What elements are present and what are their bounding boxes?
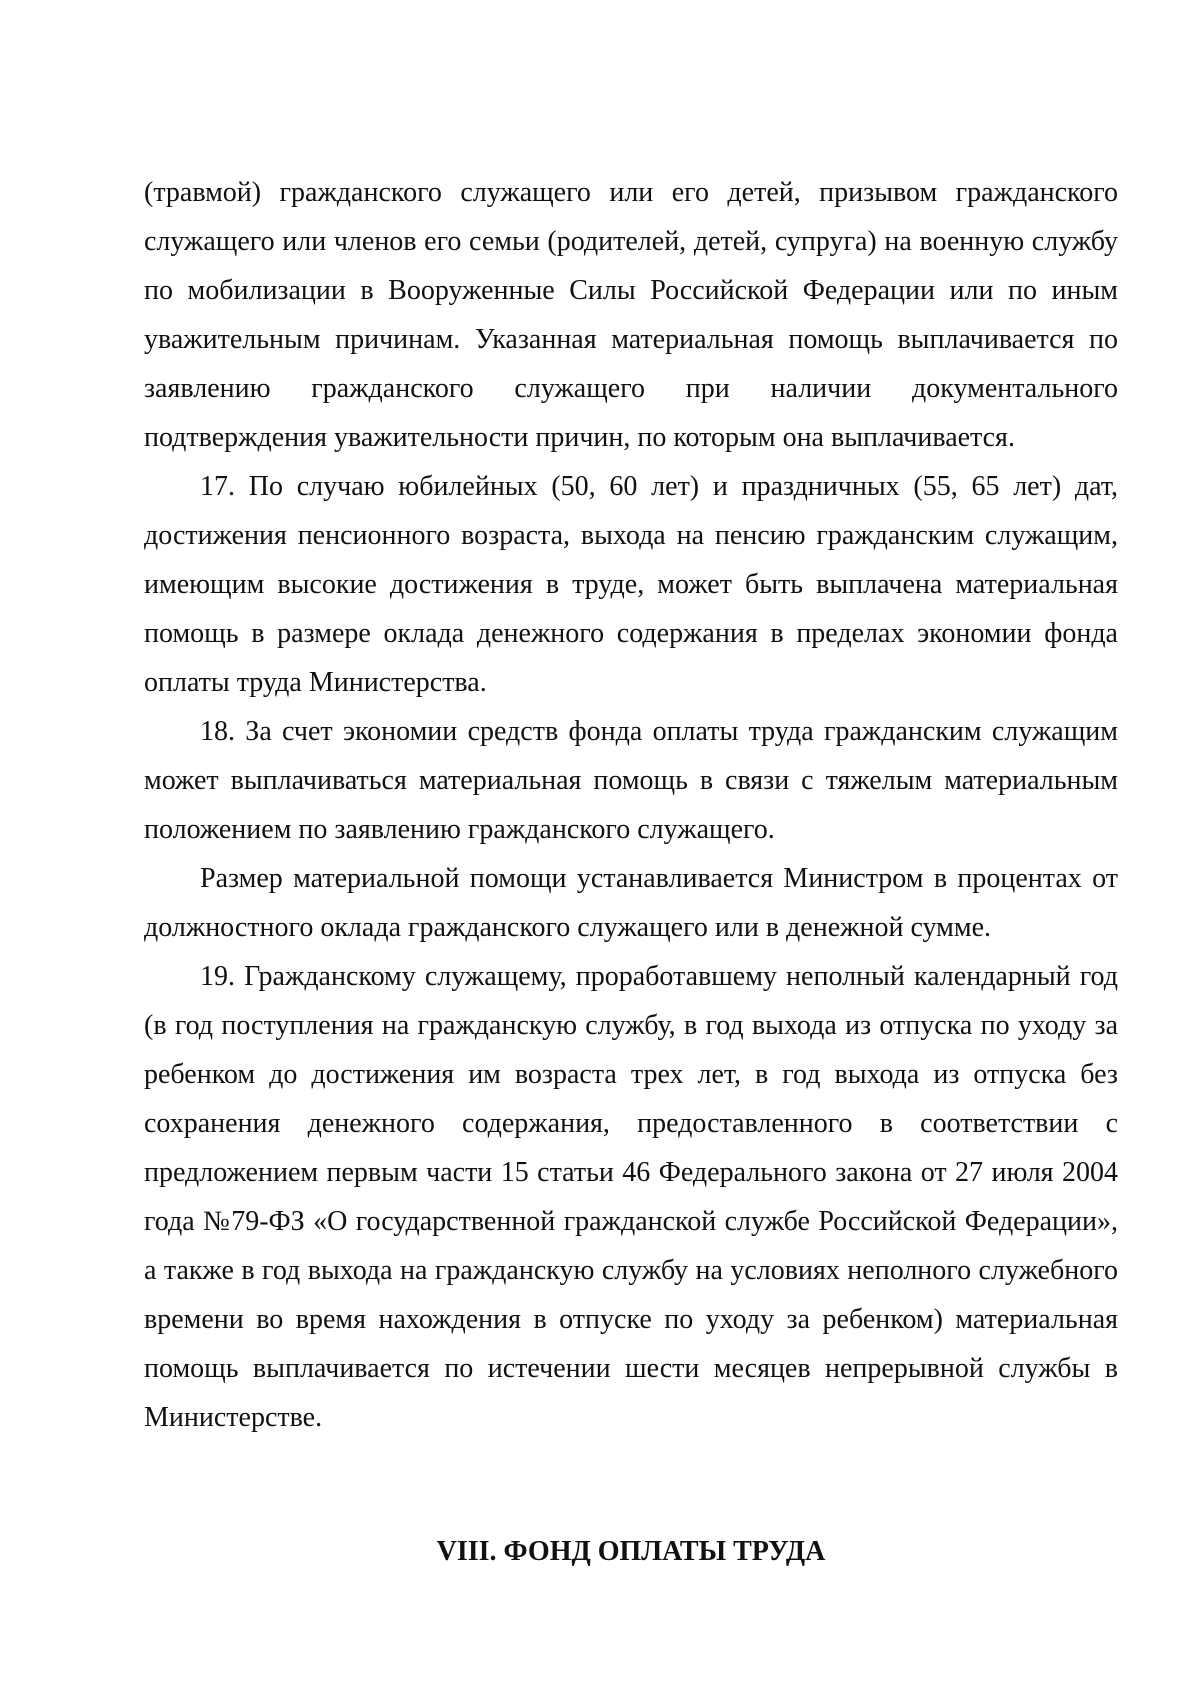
paragraph-continuation: (травмой) гражданского служащего или его детей, призывом гражданского служащего или членов его семьи (родителей, детей, супруга) на военную службу по мобилизации в Вооруженные Силы Российской Федерации или по иным уважительным причинам. Указанная материальная помощь выплачивается по заявлению гражданского служащего при наличии документального подтверждения уважительности причин, по которым она выплачивается. [144, 177, 1118, 453]
paragraph-18: 18. За счет экономии средств фонда оплаты труда гражданским служащим может выплачиваться материальная помощь в связи с тяжелым материальным положением по заявлению гражданского служащего. [144, 716, 1118, 845]
paragraph-18-amount: Размер материальной помощи устанавливается Министром в процентах от должностного оклада гражданского служащего или в денежной сумме. [144, 863, 1118, 943]
document-body [144, 168, 1118, 1442]
section-heading: VIII. ФОНД ОПЛАТЫ ТРУДА [436, 1536, 826, 1567]
paragraph-19: 19. Гражданскому служащему, проработавшему неполный календарный год (в год поступления на гражданскую службу, в год выхода из отпуска по уходу за ребенком до достижения им возраста трех лет, в год выхода из отпуска без сохранения денежного содержания, предоставленного в соответствии с предложением первым части 15 статьи 46 Федерального закона от 27 июля 2004 года №79-ФЗ «О государственной гражданской службе Российской Федерации», а также в год выхода на гражданскую службу на условиях неполного служебного времени во время нахождения в отпуске по уходу за ребенком) материальная помощь выплачивается по истечении шести месяцев непрерывной службы в Министерстве. [144, 961, 1118, 1433]
paragraph-17: 17. По случаю юбилейных (50, 60 лет) и праздничных (55, 65 лет) дат, достижения пенсионного возраста, выхода на пенсию гражданским служащим, имеющим высокие достижения в труде, может быть выплачена материальная помощь в размере оклада денежного содержания в пределах экономии фонда оплаты труда Министерства. [144, 471, 1118, 698]
